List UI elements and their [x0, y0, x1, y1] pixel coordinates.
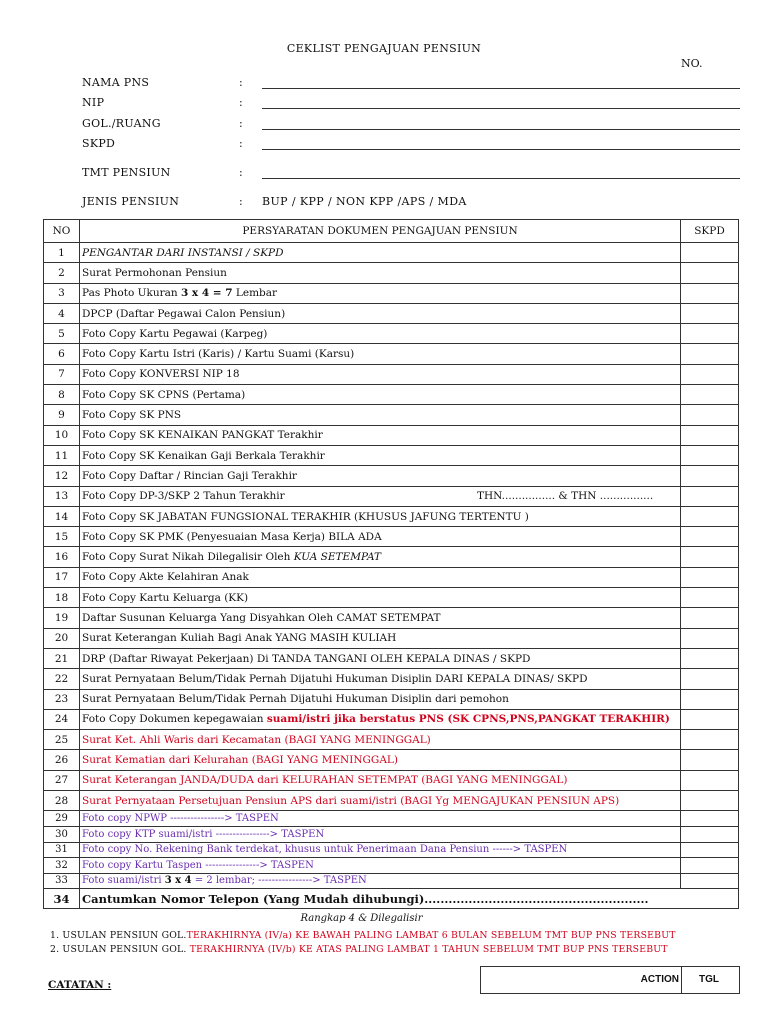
- row-skpd-check[interactable]: [681, 263, 739, 283]
- field-jenis-pensiun[interactable]: [82, 195, 742, 211]
- row-number: 22: [44, 669, 80, 689]
- note-text: TERAKHIRNYA (IV/a) KE BAWAH PALING LAMBAT 6 BULAN SEBELUM TMT BUP PNS TERSEBUT: [186, 930, 676, 941]
- row-skpd-check[interactable]: [681, 567, 739, 587]
- row-document: Foto Copy SK PNS: [80, 405, 681, 425]
- row-skpd-check[interactable]: [681, 506, 739, 526]
- field-colon: :: [239, 117, 243, 130]
- field-colon: :: [239, 166, 243, 179]
- row-document-text-end: Lembar: [232, 287, 278, 300]
- row-skpd-check[interactable]: [681, 730, 739, 750]
- row-number: 32: [44, 858, 80, 874]
- table-row: [44, 344, 739, 364]
- row-skpd-check[interactable]: [681, 527, 739, 547]
- row-number: 34: [44, 889, 80, 909]
- table-row: [44, 858, 739, 874]
- row-number: 14: [44, 506, 80, 526]
- row-skpd-check[interactable]: [681, 669, 739, 689]
- row-number: 21: [44, 648, 80, 668]
- field-colon: :: [239, 96, 243, 109]
- field-tmt-pensiun[interactable]: [82, 166, 742, 182]
- table-row: [44, 889, 739, 909]
- row-number: 10: [44, 425, 80, 445]
- row-skpd-check[interactable]: [681, 445, 739, 465]
- note-2: [50, 944, 668, 955]
- row-number: 4: [44, 303, 80, 323]
- row-document-emphasis: suami/istri jika berstatus PNS (SK CPNS,PNS,PANGKAT TERAKHIR): [266, 713, 670, 726]
- row-document: Foto Copy Daftar / Rincian Gaji Terakhir: [80, 466, 681, 486]
- catatan-label: CATATAN :: [48, 979, 112, 991]
- row-number: 30: [44, 826, 80, 842]
- row-skpd-check[interactable]: [681, 628, 739, 648]
- table-row: [44, 263, 739, 283]
- row-document: Foto Copy SK PMK (Penyesuaian Masa Kerja) BILA ADA: [80, 527, 681, 547]
- row-skpd-check[interactable]: [681, 405, 739, 425]
- row-skpd-check[interactable]: [681, 303, 739, 323]
- table-row: [44, 842, 739, 858]
- copies-note: Rangkap 4 & Dilegalisir: [300, 913, 423, 924]
- row-skpd-check[interactable]: [681, 547, 739, 567]
- row-number: 1: [44, 243, 80, 263]
- row-document: Foto Copy SK KENAIKAN PANGKAT Terakhir: [80, 425, 681, 445]
- row-document-emphasis: (BAGI Yg MENGAJUKAN PENSIUN APS): [400, 794, 620, 807]
- table-row: [44, 730, 739, 750]
- row-document-text: Surat Ket. Ahli Waris dari Kecamatan: [82, 733, 285, 746]
- row-document-text: Surat Keterangan JANDA/DUDA dari KELURAHAN SETEMPAT: [82, 774, 422, 787]
- row-document: [80, 750, 681, 770]
- row-number: 8: [44, 385, 80, 405]
- row-document-emphasis: 3 x 4: [164, 875, 192, 887]
- field-skpd[interactable]: [82, 137, 742, 153]
- row-number: 20: [44, 628, 80, 648]
- table-row: [44, 445, 739, 465]
- row-number: 7: [44, 364, 80, 384]
- header-skpd: SKPD: [681, 220, 739, 243]
- row-document-text: Surat Kematian dari Kelurahan: [82, 754, 252, 767]
- table-row: [44, 588, 739, 608]
- row-skpd-check[interactable]: [681, 588, 739, 608]
- row-skpd-check[interactable]: [681, 283, 739, 303]
- field-colon: :: [239, 137, 243, 150]
- row-document-emphasis: (BAGI YANG MENINGGAL): [251, 754, 398, 767]
- table-row: [44, 324, 739, 344]
- field-input-line[interactable]: [262, 178, 740, 179]
- action-label: ACTION: [640, 974, 679, 985]
- table-row: [44, 608, 739, 628]
- row-document-text: Surat Pernyataan Persetujuan Pensiun APS dari suami/istri: [82, 794, 401, 807]
- page-title: CEKLIST PENGAJUAN PENSIUN: [286, 42, 482, 55]
- row-number: 6: [44, 344, 80, 364]
- row-number: 2: [44, 263, 80, 283]
- row-number: 16: [44, 547, 80, 567]
- row-skpd-check[interactable]: [681, 858, 739, 874]
- row-skpd-check[interactable]: [681, 344, 739, 364]
- row-document: Foto Copy SK Kenaikan Gaji Berkala Terakhir: [80, 445, 681, 465]
- row-document: [80, 709, 681, 729]
- row-skpd-check[interactable]: [681, 750, 739, 770]
- row-document: [80, 730, 681, 750]
- table-row: [44, 648, 739, 668]
- table-row: [44, 527, 739, 547]
- row-number: 12: [44, 466, 80, 486]
- row-document-text: Foto suami/istri: [82, 875, 165, 887]
- row-document: Foto Copy SK CPNS (Pertama): [80, 385, 681, 405]
- row-document-text: Foto Copy DP-3/SKP 2 Tahun Terakhir: [82, 490, 285, 503]
- row-document: Foto Copy Kartu Keluarga (KK): [80, 588, 681, 608]
- table-row: [44, 669, 739, 689]
- field-label: JENIS PENSIUN: [82, 195, 180, 208]
- row-skpd-check[interactable]: [681, 826, 739, 842]
- row-skpd-check[interactable]: [681, 243, 739, 263]
- tgl-label: TGL: [699, 974, 719, 985]
- action-box: [480, 966, 740, 994]
- row-document: Foto Copy Kartu Pegawai (Karpeg): [80, 324, 681, 344]
- row-document-emphasis: KUA SETEMPAT: [293, 551, 382, 564]
- row-document: Foto Copy Kartu Istri (Karis) / Kartu Suami (Karsu): [80, 344, 681, 364]
- row-document-emphasis: (BAGI YANG MENINGGAL): [421, 774, 568, 787]
- row-document: Surat Permohonan Pensiun: [80, 263, 681, 283]
- field-nip[interactable]: [82, 96, 742, 112]
- table-row: [44, 506, 739, 526]
- field-colon: :: [239, 76, 243, 89]
- note-prefix: 2. USULAN PENSIUN GOL.: [50, 944, 190, 955]
- row-document-phone[interactable]: Cantumkan Nomor Telepon (Yang Mudah dihubungi)........................................................: [80, 889, 739, 909]
- row-document: [80, 486, 681, 506]
- field-input-line[interactable]: [262, 88, 740, 89]
- note-text: TERAKHIRNYA (IV/b) KE ATAS PALING LAMBAT 1 TAHUN SEBELUM TMT BUP PNS TERSEBUT: [189, 944, 668, 955]
- row-number: 18: [44, 588, 80, 608]
- field-label: TMT PENSIUN: [82, 166, 171, 179]
- table-row: [44, 243, 739, 263]
- row-document-emphasis: (BAGI YANG MENINGGAL): [284, 733, 431, 746]
- field-label: NAMA PNS: [82, 76, 150, 89]
- row-skpd-check[interactable]: [681, 385, 739, 405]
- row-number: 31: [44, 842, 80, 858]
- row-document: Foto copy KTP suami/istri ----------------> TASPEN: [80, 826, 681, 842]
- checklist-table: [43, 219, 739, 909]
- row-number: 29: [44, 811, 80, 827]
- row-skpd-check[interactable]: [681, 770, 739, 790]
- row-document: [80, 283, 681, 303]
- table-row: [44, 283, 739, 303]
- row-skpd-check[interactable]: [681, 709, 739, 729]
- note-1: [50, 930, 676, 941]
- row-skpd-check[interactable]: [681, 486, 739, 506]
- table-row: [44, 628, 739, 648]
- row-document: Surat Keterangan Kuliah Bagi Anak YANG MASIH KULIAH: [80, 628, 681, 648]
- row-number: 24: [44, 709, 80, 729]
- document-number-label: NO.: [681, 57, 703, 70]
- row-skpd-check[interactable]: [681, 873, 739, 889]
- row-number: 13: [44, 486, 80, 506]
- row-skpd-check[interactable]: [681, 466, 739, 486]
- table-row: [44, 750, 739, 770]
- row-number: 27: [44, 770, 80, 790]
- table-row: [44, 811, 739, 827]
- row-document: Surat Pernyataan Belum/Tidak Pernah Dijatuhi Hukuman Disiplin dari pemohon: [80, 689, 681, 709]
- table-row: [44, 567, 739, 587]
- row-number: 15: [44, 527, 80, 547]
- year-fill-in[interactable]: THN................ & THN ................: [477, 490, 654, 503]
- row-number: 9: [44, 405, 80, 425]
- row-skpd-check[interactable]: [681, 324, 739, 344]
- row-document: Foto copy No. Rekening Bank terdekat, khusus untuk Penerimaan Dana Pensiun ------> TASPEN: [80, 842, 681, 858]
- row-document: DPCP (Daftar Pegawai Calon Pensiun): [80, 303, 681, 323]
- table-row: [44, 547, 739, 567]
- action-divider: [681, 967, 682, 993]
- table-row: [44, 405, 739, 425]
- field-value-options[interactable]: BUP / KPP / NON KPP /APS / MDA: [262, 195, 467, 208]
- row-document-text: Pas Photo Ukuran: [82, 287, 181, 300]
- field-nama-pns[interactable]: [82, 76, 742, 92]
- field-input-line[interactable]: [262, 149, 740, 150]
- row-number: 11: [44, 445, 80, 465]
- row-document: [80, 873, 681, 889]
- row-document: DRP (Daftar Riwayat Pekerjaan) Di TANDA TANGANI OLEH KEPALA DINAS / SKPD: [80, 648, 681, 668]
- table-row: [44, 873, 739, 889]
- field-label: SKPD: [82, 137, 116, 150]
- row-document: Foto copy Kartu Taspen ----------------> TASPEN: [80, 858, 681, 874]
- row-skpd-check[interactable]: [681, 425, 739, 445]
- field-input-line[interactable]: [262, 108, 740, 109]
- row-document: [80, 547, 681, 567]
- row-document-text-end: = 2 lembar; ----------------> TASPEN: [191, 875, 367, 887]
- row-number: 28: [44, 791, 80, 811]
- row-skpd-check[interactable]: [681, 689, 739, 709]
- field-label: GOL./RUANG: [82, 117, 161, 130]
- row-skpd-check[interactable]: [681, 811, 739, 827]
- table-row: [44, 770, 739, 790]
- table-row: [44, 303, 739, 323]
- row-skpd-check[interactable]: [681, 364, 739, 384]
- header-persyaratan: PERSYARATAN DOKUMEN PENGAJUAN PENSIUN: [80, 220, 681, 243]
- row-number: 5: [44, 324, 80, 344]
- row-document-emphasis: 3 x 4 = 7: [180, 287, 233, 300]
- row-document: Surat Pernyataan Belum/Tidak Pernah Dijatuhi Hukuman Disiplin DARI KEPALA DINAS/ SKPD: [80, 669, 681, 689]
- row-number: 23: [44, 689, 80, 709]
- table-row: [44, 425, 739, 445]
- row-document-text: Foto Copy Surat Nikah Dilegalisir Oleh: [82, 551, 294, 564]
- row-document: PENGANTAR DARI INSTANSI / SKPD: [80, 243, 681, 263]
- field-gol-ruang[interactable]: [82, 117, 742, 133]
- row-document: [80, 791, 681, 811]
- row-skpd-check[interactable]: [681, 608, 739, 628]
- table-row: [44, 689, 739, 709]
- row-number: 33: [44, 873, 80, 889]
- row-document-text: Foto Copy Dokumen kepegawaian: [82, 713, 267, 726]
- row-number: 25: [44, 730, 80, 750]
- table-row: [44, 826, 739, 842]
- note-prefix: 1. USULAN PENSIUN GOL.: [50, 930, 187, 941]
- table-header-row: [44, 220, 739, 243]
- row-number: 19: [44, 608, 80, 628]
- table-row: [44, 709, 739, 729]
- row-document: Foto Copy KONVERSI NIP 18: [80, 364, 681, 384]
- table-row: [44, 364, 739, 384]
- row-number: 26: [44, 750, 80, 770]
- row-number: 17: [44, 567, 80, 587]
- table-row: [44, 466, 739, 486]
- row-skpd-check[interactable]: [681, 791, 739, 811]
- row-document: Foto Copy SK JABATAN FUNGSIONAL TERAKHIR (KHUSUS JAFUNG TERTENTU ): [80, 506, 681, 526]
- table-row: [44, 385, 739, 405]
- row-skpd-check[interactable]: [681, 842, 739, 858]
- field-colon: :: [239, 195, 243, 208]
- row-document: Daftar Susunan Keluarga Yang Disyahkan Oleh CAMAT SETEMPAT: [80, 608, 681, 628]
- row-number: 3: [44, 283, 80, 303]
- row-document: Foto copy NPWP ----------------> TASPEN: [80, 811, 681, 827]
- field-input-line[interactable]: [262, 129, 740, 130]
- table-row: [44, 791, 739, 811]
- row-document: [80, 770, 681, 790]
- row-document: Foto Copy Akte Kelahiran Anak: [80, 567, 681, 587]
- table-row: [44, 486, 739, 506]
- field-label: NIP: [82, 96, 105, 109]
- row-skpd-check[interactable]: [681, 648, 739, 668]
- header-no: NO: [44, 220, 80, 243]
